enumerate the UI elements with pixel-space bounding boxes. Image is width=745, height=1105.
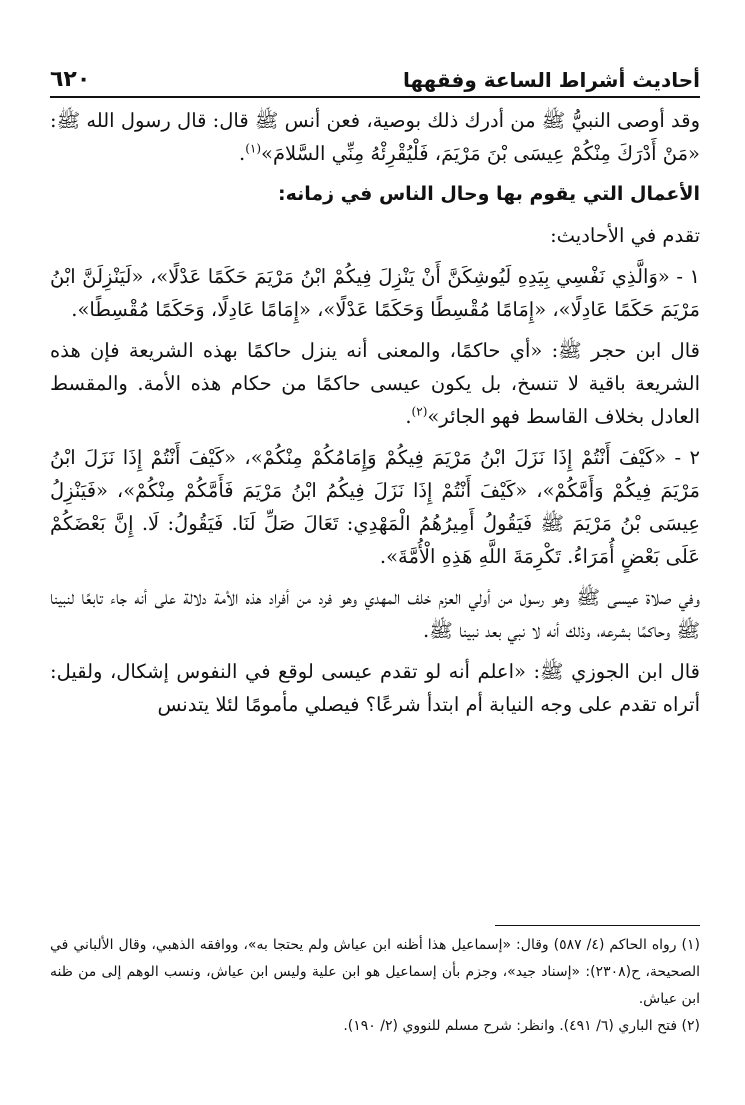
paragraph-text: وقد أوصى النبيُّ ﷺ من أدرك ذلك بوصية، فعن أنس ﷺ قال: قال رسول الله ﷺ: «مَنْ أَدْرَكَ مِنْكُمْ عِيسَى بْنَ مَرْيَمَ، فَلْيُقْرِئْهُ مِنِّي السَّلامَ»	[50, 109, 700, 165]
hadith-list-item: ٢ - «كَيْفَ أَنْتُمْ إِذَا نَزَلَ ابْنُ مَرْيَمَ فِيكُمْ وَإِمَامُكُمْ مِنْكُمْ»، «كَيْفَ أَنْتُمْ إِذَا نَزَلَ ابْنُ مَرْيَمَ فِيكُمْ وَأَمَّكُمْ»، «كَيْفَ أَنْتُمْ إِذَا نَزَلَ فِيكُمُ ابْنُ مَرْيَمَ فَأَمَّكُمْ مِنْكُمْ»، «فَيَنْزِلُ عِيسَى بْنُ مَرْيَمَ ﷺ فَيَقُولُ أَمِيرُهُمُ الْمَهْدِي: تَعَالَ صَلِّ لَنَا. فَيَقُولُ: لَا. إِنَّ بَعْضَكُمْ عَلَى بَعْضٍ أُمَرَاءُ. تَكْرِمَةَ اللَّهِ هَذِهِ الْأُمَّةَ».	[50, 446, 700, 568]
section-heading: الأعمال التي يقوم بها وحال الناس في زمانه:	[277, 183, 700, 205]
paragraph-text: قال ابن حجر ﷺ: «أي حاكمًا، والمعنى أنه ينزل حاكمًا بهذه الشريعة فإن هذه الشريعة باقية لا تنسخ، بل يكون عيسى حاكمًا من حكام هذه الأمة. والمقسط العادل بخلاف القاسط فهو الجائر»	[50, 339, 700, 428]
paragraph: قال ابن حجر ﷺ: «أي حاكمًا، والمعنى أنه ينزل حاكمًا بهذه الشريعة فإن هذه الشريعة باقية لا تنسخ، بل يكون عيسى حاكمًا من حكام هذه الأمة. والمقسط العادل بخلاف القاسط فهو الجائر»$^{(٢)}$.	[50, 339, 700, 428]
page-header	[50, 58, 700, 98]
footnote-divider	[495, 925, 700, 926]
main-text	[50, 104, 700, 729]
paragraph: تقدم في الأحاديث:	[550, 224, 700, 247]
footnote-reference: (٢)	[411, 404, 428, 419]
footnotes	[50, 925, 700, 1040]
footnote-reference: (١)	[245, 141, 262, 156]
paragraph: وفي صلاة عيسى ﷺ وهو رسول من أولي العزم خلف المهدي وهو فرد من أفراد هذه الأمة دلالة على أنه جاء تابعًا لنبينا ﷺ وحاكمًا بشرعه، وذلك أنه لا نبي بعد نبينا ﷺ.	[50, 586, 700, 642]
footnote: (١) رواه الحاكم (٤/ ٥٨٧) وقال: «إسماعيل هذا أظنه ابن عياش ولم يحتجا به»، ووافقه الذهبي، وقال الألباني في الصحيحة، ح(٢٣٠٨): «إسناد جيد»، وجزم بأن إسماعيل هو ابن علية وليس ابن عياش، ونسب الوهم إلى من ظنه ابن عياش.	[50, 937, 701, 1007]
hadith-list-item: ١ - «وَالَّذِي نَفْسِي بِيَدِهِ لَيُوشِكَنَّ أَنْ يَنْزِلَ فِيكُمْ ابْنُ مَرْيَمَ حَكَمًا عَدْلًا»، «لَيَنْزِلَنَّ ابْنُ مَرْيَمَ حَكَمًا عَادِلًا»، «إِمَامًا مُقْسِطًا وَحَكَمًا عَدْلًا»، «إِمَامًا عَادِلًا، وَحَكَمًا مُقْسِطًا».	[50, 265, 700, 321]
paragraph: وقد أوصى النبيُّ ﷺ من أدرك ذلك بوصية، فعن أنس ﷺ قال: قال رسول الله ﷺ: «مَنْ أَدْرَكَ مِنْكُمْ عِيسَى بْنَ مَرْيَمَ، فَلْيُقْرِئْهُ مِنِّي السَّلامَ»$^{(١)}$.	[50, 109, 700, 165]
page-number: ٦٢٠	[50, 67, 91, 92]
paragraph: قال ابن الجوزي ﷺ: «اعلم أنه لو تقدم عيسى لوقع في النفوس إشكال، ولقيل: أتراه تقدم على وجه النيابة أم ابتدأ شرعًا؟ فيصلي مأمومًا لئلا يتدنس	[50, 660, 700, 716]
running-title: أحاديث أشراط الساعة وفقهها	[402, 68, 700, 92]
footnote: (٢) فتح الباري (٦/ ٤٩١). وانظر: شرح مسلم للنووي (٢/ ١٩٠).	[343, 1018, 700, 1034]
